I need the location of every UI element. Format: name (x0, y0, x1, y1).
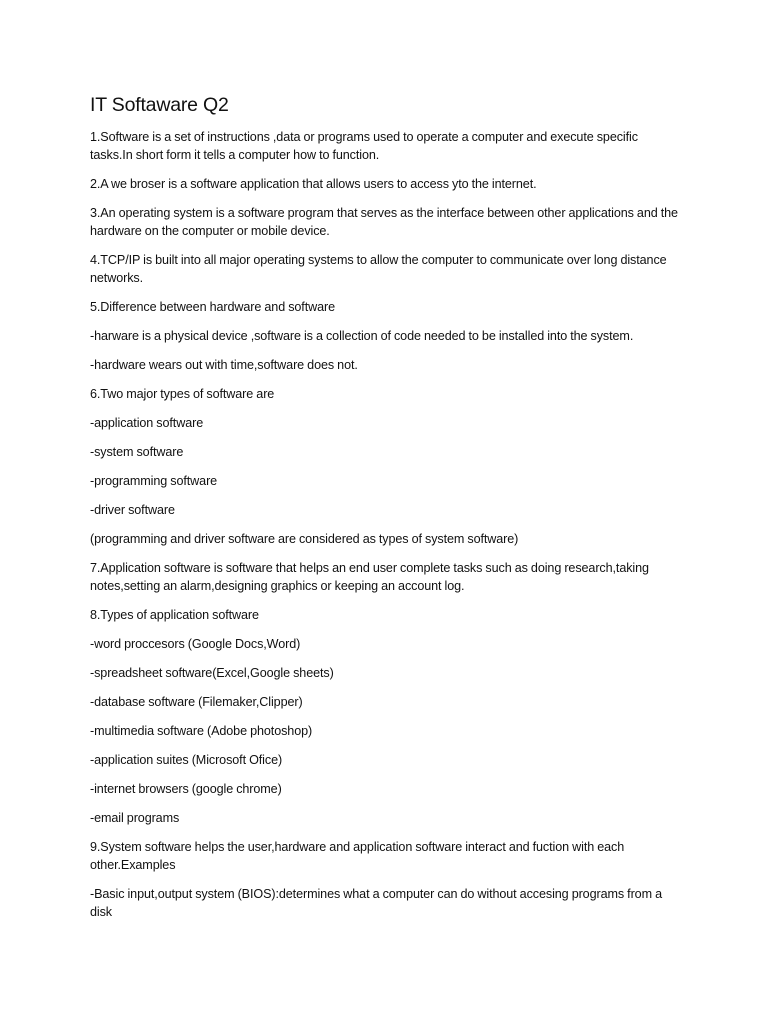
list-item: -Basic input,output system (BIOS):determines what a computer can do without accesing programs from a disk (90, 887, 662, 919)
note-paragraph: (programming and driver software are considered as types of system software) (90, 532, 519, 546)
answer-7: 7.Application software is software that helps an end user complete tasks such as doing research,taking notes,setting an alarm,designing graphics or keeping an account log. (90, 561, 649, 593)
answer-8-heading: 8.Types of application software (90, 608, 259, 622)
list-item: -email programs (90, 811, 180, 825)
list-item: -driver software (90, 503, 175, 517)
list-item: -harware is a physical device ,software is a collection of code needed to be installed into the system. (90, 329, 634, 343)
list-item: -internet browsers (google chrome) (90, 782, 282, 796)
list-item: -programming software (90, 474, 218, 488)
list-item: -database software (Filemaker,Clipper) (90, 695, 303, 709)
answer-9: 9.System software helps the user,hardware and application software interact and fuction with each other.Examples (90, 840, 625, 872)
answer-3: 3.An operating system is a software program that serves as the interface between other applications and the hardware on the computer or mobile device. (90, 206, 678, 238)
document-title: IT Softaware Q2 (90, 94, 229, 116)
answer-5-heading: 5.Difference between hardware and software (90, 300, 335, 314)
answer-6-heading: 6.Two major types of software are (90, 387, 275, 401)
document-page (90, 92, 682, 932)
list-item: -system software (90, 445, 184, 459)
list-item: -application software (90, 416, 204, 430)
answer-1: 1.Software is a set of instructions ,data or programs used to operate a computer and execute specific tasks.In short form it tells a computer how to function. (90, 130, 638, 162)
answer-2: 2.A we broser is a software application that allows users to access yto the internet. (90, 177, 537, 191)
list-item: -multimedia software (Adobe photoshop) (90, 724, 313, 738)
list-item: -hardware wears out with time,software does not. (90, 358, 358, 372)
list-item: -spreadsheet software(Excel,Google sheets) (90, 666, 334, 680)
list-item: -application suites (Microsoft Ofice) (90, 753, 283, 767)
answer-4: 4.TCP/IP is built into all major operating systems to allow the computer to communicate over long distance networks. (90, 253, 667, 285)
list-item: -word proccesors (Google Docs,Word) (90, 637, 301, 651)
